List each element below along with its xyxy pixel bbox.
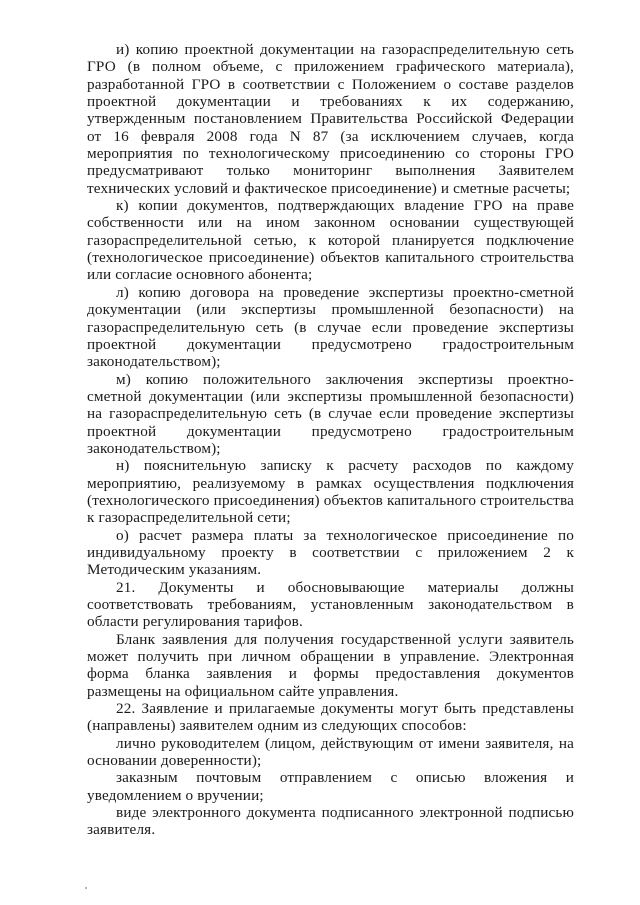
paragraph-item-n: н) пояснительную записку к расчету расходов по каждому мероприятию, реализуемому в рамках осуществления подключения (технологического присоединения) объектов капитального строительства к газораспределительной сети; — [87, 457, 574, 527]
scan-speck — [85, 887, 87, 889]
paragraph-item-i: и) копию проектной документации на газораспределительную сеть ГРО (в полном объеме, с приложением графического материала), разработанной ГРО в соответствии с Положением о составе разделов проектной документации и требованиях к их содержанию, утвержденным постановлением Правительства Российской Федерации от 16 февраля 2008 года N 87 (за исключением случаев, когда мероприятия по технологическому присоединению со стороны ГРО предусматривают только мониторинг выполнения Заявителем технических условий и фактическое присоединение) и сметные расчеты; — [87, 41, 574, 197]
paragraph-item-o: о) расчет размера платы за технологическое присоединение по индивидуальному проекту в соответствии с приложением 2 к Методическим указаниям. — [87, 526, 574, 579]
paragraph-method-in-person: лично руководителем (лицом, действующим от имени заявителя, на основании доверенности); — [87, 734, 574, 770]
paragraph-item-k: к) копии документов, подтверждающих владение ГРО на праве собственности или на ином законном основании существующей газораспределительной сетью, к которой планируется подключение (технологическое присоединение) объектов капитального строительства или согласие основного абонента; — [87, 197, 574, 284]
paragraph-method-mail: заказным почтовым отправлением с описью вложения и уведомлением о вручении; — [87, 769, 574, 804]
paragraph-item-l: л) копию договора на проведение экспертизы проектно-сметной документации (или экспертизы промышленной безопасности) на газораспределительную сеть (в случае если проведение экспертизы проектной документации предусмотрено градостроительным законодательством); — [87, 283, 574, 371]
paragraph-item-m: м) копию положительного заключения экспертизы проектно-сметной документации (или экспертизы промышленной безопасности) на газораспределительную сеть (в случае если проведение экспертизы проектной документации предусмотрено градостроительным законодательством); — [87, 370, 574, 457]
paragraph-clause-22: 22. Заявление и прилагаемые документы могут быть представлены (направлены) заявителем одним из следующих способов: — [87, 700, 574, 735]
paragraph-application-form: Бланк заявления для получения государственной услуги заявитель может получить при личном обращении в управление. Электронная форма бланка заявления и формы предоставления документов размещены на официальном сайте управления. — [87, 630, 574, 700]
document-page — [87, 41, 574, 839]
paragraph-clause-21: 21. Документы и обосновывающие материалы должны соответствовать требованиям, установленным законодательством в области регулирования тарифов. — [87, 578, 574, 631]
paragraph-method-electronic: виде электронного документа подписанного электронной подписью заявителя. — [87, 804, 574, 839]
